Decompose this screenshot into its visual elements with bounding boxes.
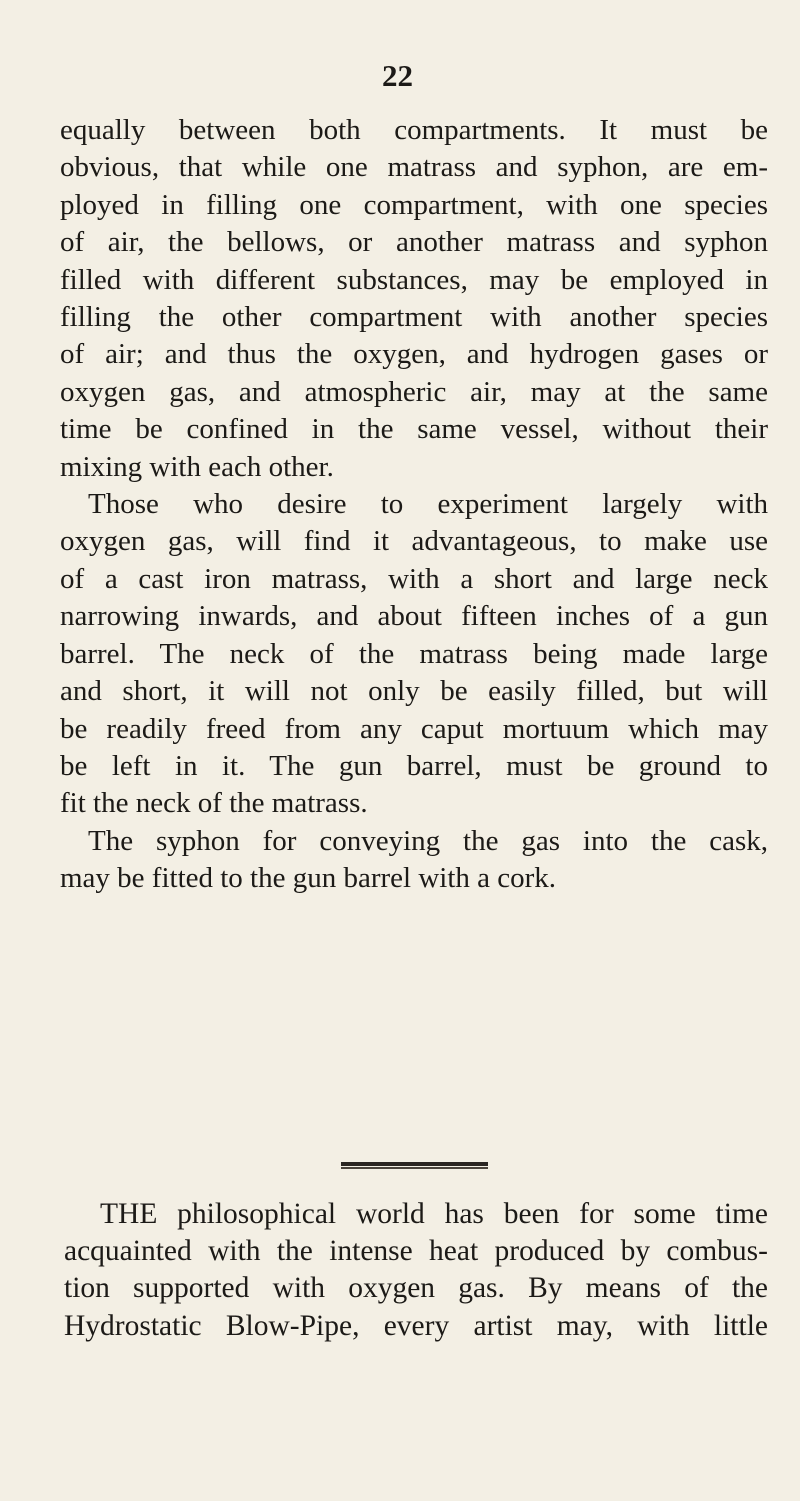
text-line: oxygen gas, and atmospheric air, may at the same [60,375,768,408]
text-line: of air, the bellows, or another matrass and syphon [60,226,768,259]
text-line: Hydrostatic Blow-Pipe, every artist may, with little [64,1309,768,1342]
text-line: narrowing inwards, and about fifteen inches of a gun [60,600,768,633]
text-line: ployed in filling one compartment, with one species [60,188,768,221]
text-line: be left in it. The gun barrel, must be ground to [60,749,768,782]
text-line: equally between both compartments. It must be [60,114,768,146]
text-line: tion supported with oxygen gas. By means of the [64,1272,768,1305]
lower-text-block [64,1196,768,1345]
text-line: The syphon for conveying the gas into the cask, [88,824,768,857]
text-line: time be confined in the same vessel, without their [60,413,768,446]
text-line: THE philosophical world has been for some time [100,1198,768,1230]
text-line: acquainted with the intense heat produced by combus- [64,1235,768,1268]
text-line: obvious, that while one matrass and syphon, are em- [60,151,768,184]
text-line: may be fitted to the gun barrel with a cork. [60,862,557,895]
text-line: of air; and thus the oxygen, and hydrogen gases or [60,338,768,371]
text-line: mixing with each other. [60,450,334,483]
section-divider [341,1162,488,1166]
text-line: oxygen gas, will find it advantageous, to make use [60,525,768,558]
text-line: filling the other compartment with another species [60,301,768,334]
text-line: fit the neck of the matrass. [60,787,368,820]
text-line: and short, it will not only be easily filled, but will [60,675,768,708]
text-line: be readily freed from any caput mortuum which may [60,712,768,745]
upper-text-block [60,112,768,898]
text-line: filled with different substances, may be employed in [60,263,768,296]
page-number: 22 [382,58,413,93]
text-line: barrel. The neck of the matrass being made large [60,637,768,670]
text-line: of a cast iron matrass, with a short and large neck [60,562,768,595]
text-line: Those who desire to experiment largely with [88,488,768,521]
